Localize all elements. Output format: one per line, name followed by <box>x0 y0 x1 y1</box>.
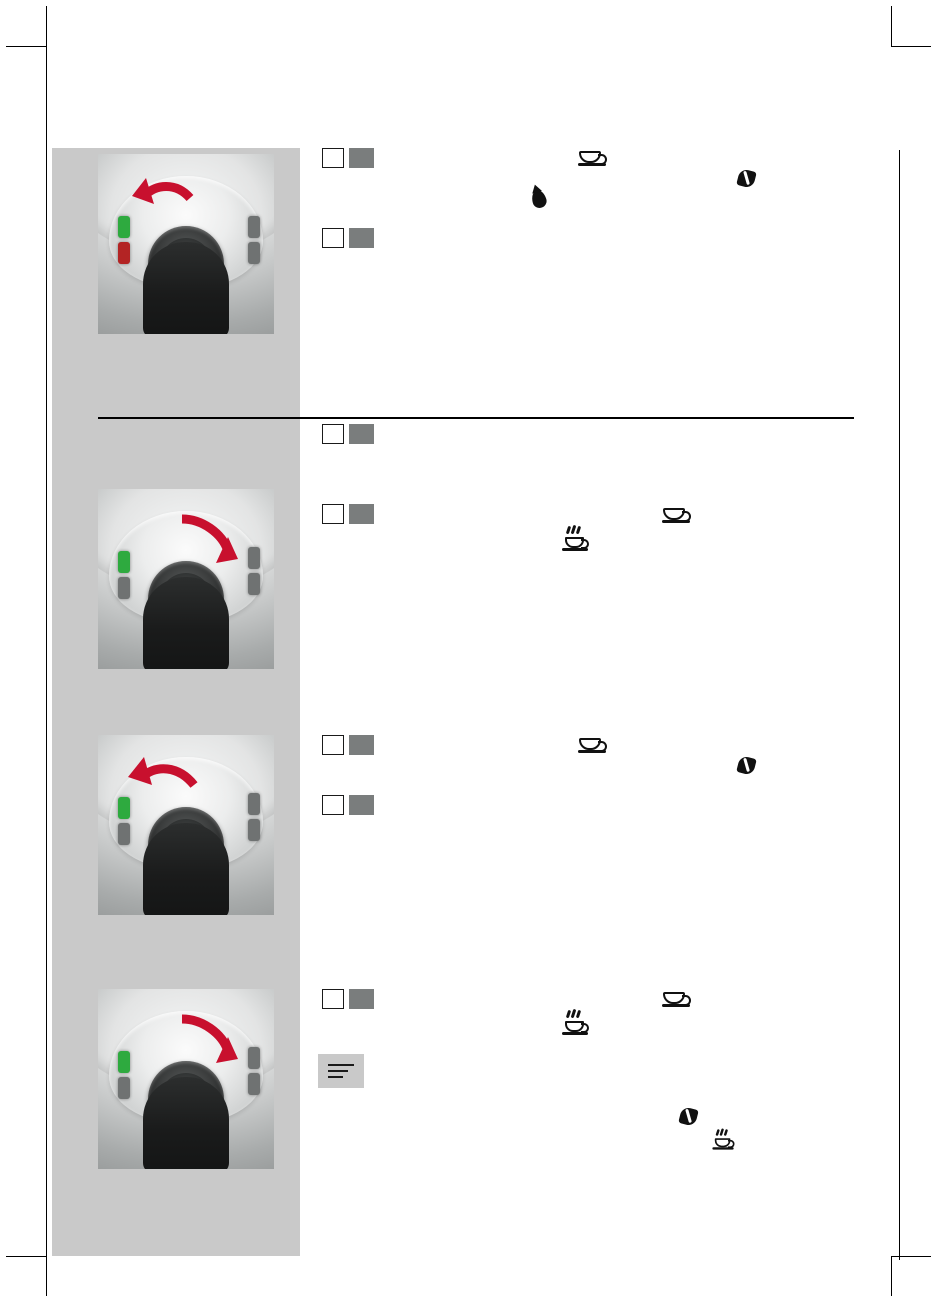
machine-illustration <box>98 989 274 1169</box>
step-marker-1 <box>322 148 374 168</box>
cup-body <box>715 1138 731 1147</box>
cup-saucer <box>562 1032 588 1035</box>
steam-lines <box>567 526 582 534</box>
led-grey-indicator <box>248 216 260 238</box>
step-box <box>322 989 344 1009</box>
steaming-cup-icon-small-s4 <box>714 1130 734 1150</box>
led-grey-indicator-2 <box>248 547 260 569</box>
cup-saucer <box>712 1147 733 1149</box>
machine-illustration <box>98 489 274 669</box>
bean-icon-s4 <box>678 1106 699 1127</box>
note-marker <box>318 1054 364 1088</box>
crop-mark-top-right-horizontal <box>891 46 931 47</box>
cup-body <box>565 537 584 548</box>
step-box <box>322 424 344 444</box>
section-divider-rule <box>98 417 854 419</box>
step-fill <box>349 735 374 755</box>
step-box <box>322 228 344 248</box>
step-fill <box>349 989 374 1009</box>
step-marker-2 <box>322 228 374 248</box>
led-green-indicator <box>118 1051 130 1073</box>
step-marker-5 <box>322 735 374 755</box>
machine-illustration <box>98 154 274 334</box>
page-left-rule <box>46 40 47 1262</box>
photo-machine-control-panel-dial-turn-left-2 <box>98 735 274 915</box>
led-grey-indicator-2 <box>248 793 260 815</box>
step-marker-7 <box>322 989 374 1009</box>
photo-machine-control-panel-dial-turn-left <box>98 154 274 334</box>
step-fill <box>349 504 374 524</box>
led-red-indicator <box>118 242 130 264</box>
machine-dispensing-spout <box>143 577 229 669</box>
steam-lines <box>567 1010 582 1018</box>
step-box <box>322 735 344 755</box>
step-fill <box>349 795 374 815</box>
step-fill <box>349 228 374 248</box>
led-grey-indicator-2 <box>248 1047 260 1069</box>
led-grey-indicator-3 <box>248 819 260 841</box>
cup-icon-s2 <box>663 508 685 520</box>
machine-dispensing-spout <box>143 242 229 334</box>
cup-saucer <box>562 548 588 551</box>
cup-icon-s3 <box>579 738 601 750</box>
machine-dispensing-spout <box>143 1077 229 1169</box>
machine-illustration <box>98 735 274 915</box>
photo-machine-control-panel-dial-turn-right-2 <box>98 989 274 1169</box>
crop-mark-top-left-horizontal <box>6 46 46 47</box>
note-lines-icon <box>328 1064 354 1078</box>
crop-mark-bottom-right-horizontal <box>891 1256 931 1257</box>
steaming-cup-icon-s2 <box>564 527 588 551</box>
crop-mark-bottom-left-vertical <box>46 1256 47 1296</box>
led-green-indicator <box>118 797 130 819</box>
machine-dispensing-spout <box>143 823 229 915</box>
led-grey-indicator-3 <box>248 1073 260 1095</box>
led-grey-indicator-3 <box>248 573 260 595</box>
step-marker-3 <box>322 424 374 444</box>
step-box <box>322 795 344 815</box>
crop-mark-bottom-left-horizontal <box>6 1256 46 1257</box>
cup-icon-s4 <box>663 992 685 1004</box>
steam-lines <box>716 1129 728 1136</box>
crop-mark-top-right-vertical <box>891 6 892 46</box>
bean-icon-s3 <box>736 755 757 776</box>
step-box <box>322 148 344 168</box>
bean-icon-s1 <box>736 168 757 189</box>
page-right-rule <box>899 150 900 1260</box>
cup-body <box>565 1021 584 1032</box>
led-grey-indicator <box>118 577 130 599</box>
step-box <box>322 504 344 524</box>
led-grey-indicator <box>118 823 130 845</box>
led-green-indicator <box>118 551 130 573</box>
step-fill <box>349 424 374 444</box>
crop-mark-bottom-right-vertical <box>891 1256 892 1296</box>
cup-icon-s1 <box>579 151 601 163</box>
step-marker-4 <box>322 504 374 524</box>
steaming-cup-icon-s4 <box>564 1011 588 1035</box>
led-grey-indicator-2 <box>248 242 260 264</box>
step-fill <box>349 148 374 168</box>
photo-machine-control-panel-dial-turn-right <box>98 489 274 669</box>
led-grey-indicator <box>118 1077 130 1099</box>
step-marker-6 <box>322 795 374 815</box>
water-drop-icon-s1 <box>530 188 548 209</box>
led-green-indicator <box>118 216 130 238</box>
